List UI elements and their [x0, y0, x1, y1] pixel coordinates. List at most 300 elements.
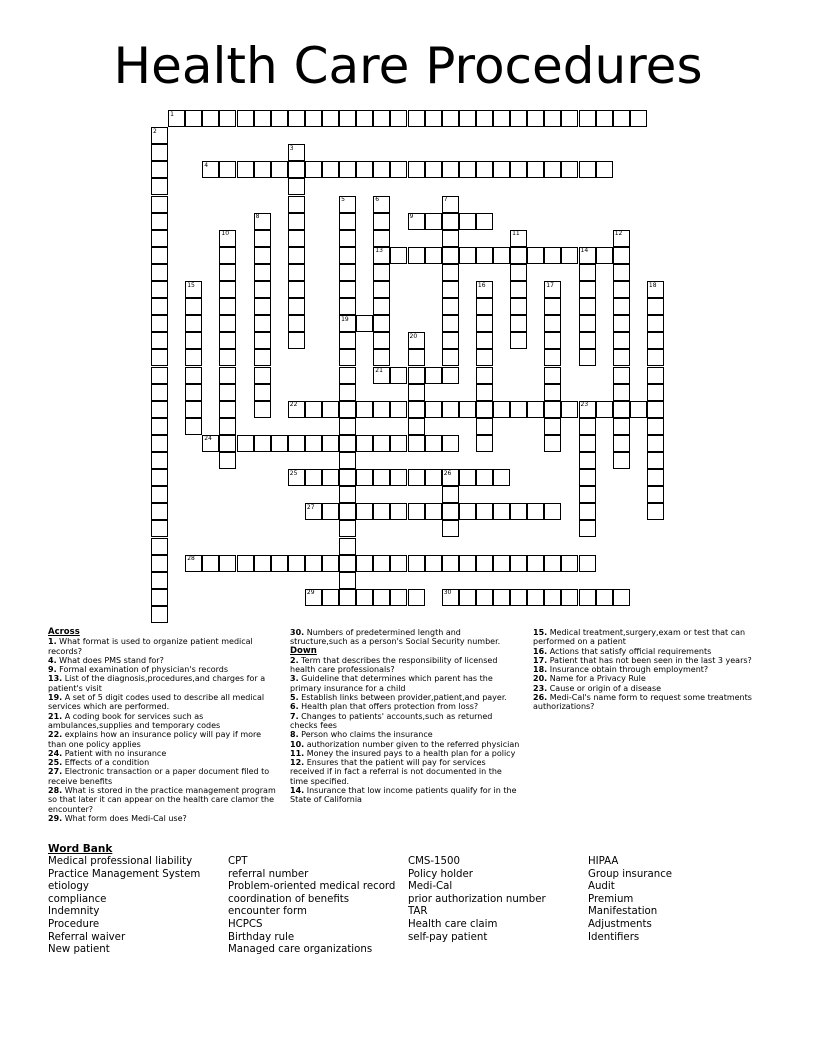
grid-cell[interactable] [373, 589, 390, 606]
grid-cell[interactable] [373, 315, 390, 332]
grid-cell[interactable] [527, 555, 544, 572]
grid-cell[interactable] [579, 332, 596, 349]
grid-cell[interactable] [151, 435, 168, 452]
grid-cell[interactable] [305, 435, 322, 452]
grid-cell[interactable] [408, 469, 425, 486]
grid-cell[interactable] [151, 247, 168, 264]
grid-cell[interactable] [647, 469, 664, 486]
grid-cell[interactable] [442, 555, 459, 572]
grid-cell[interactable] [544, 247, 561, 264]
grid-cell[interactable] [288, 161, 305, 178]
grid-cell[interactable] [613, 298, 630, 315]
grid-cell[interactable] [510, 264, 527, 281]
grid-cell[interactable] [356, 503, 373, 520]
grid-cell[interactable] [425, 213, 442, 230]
grid-cell[interactable] [544, 315, 561, 332]
grid-cell[interactable] [579, 281, 596, 298]
grid-cell[interactable] [647, 486, 664, 503]
grid-cell[interactable] [202, 110, 219, 127]
grid-cell[interactable] [510, 247, 527, 264]
grid-cell[interactable] [561, 555, 578, 572]
grid-cell[interactable] [544, 110, 561, 127]
grid-cell[interactable] [237, 161, 254, 178]
grid-cell[interactable] [408, 435, 425, 452]
grid-cell[interactable] [390, 161, 407, 178]
grid-cell[interactable] [579, 349, 596, 366]
grid-cell[interactable] [219, 247, 236, 264]
grid-cell[interactable] [425, 247, 442, 264]
grid-cell[interactable] [390, 589, 407, 606]
grid-cell[interactable] [339, 349, 356, 366]
grid-cell[interactable] [476, 555, 493, 572]
grid-cell[interactable] [305, 110, 322, 127]
grid-cell[interactable] [339, 247, 356, 264]
grid-cell[interactable] [579, 418, 596, 435]
grid-cell[interactable] [151, 332, 168, 349]
grid-cell[interactable] [339, 418, 356, 435]
grid-cell[interactable] [339, 230, 356, 247]
grid-cell[interactable] [151, 538, 168, 555]
grid-cell[interactable] [339, 264, 356, 281]
grid-cell[interactable] [613, 367, 630, 384]
grid-cell[interactable] [459, 247, 476, 264]
grid-cell[interactable] [596, 589, 613, 606]
grid-cell[interactable] [219, 349, 236, 366]
grid-cell[interactable] [219, 452, 236, 469]
grid-cell[interactable] [459, 555, 476, 572]
grid-cell[interactable] [339, 298, 356, 315]
grid-cell[interactable] [442, 486, 459, 503]
grid-cell[interactable] [527, 401, 544, 418]
grid-cell[interactable] [151, 298, 168, 315]
grid-cell[interactable] [151, 315, 168, 332]
grid-cell[interactable] [151, 418, 168, 435]
grid-cell[interactable] [151, 486, 168, 503]
grid-cell[interactable] [647, 298, 664, 315]
grid-cell[interactable] [237, 555, 254, 572]
grid-cell[interactable] [390, 469, 407, 486]
grid-cell[interactable] [613, 281, 630, 298]
grid-cell[interactable] [339, 538, 356, 555]
grid-cell[interactable] [185, 315, 202, 332]
grid-cell[interactable] [527, 503, 544, 520]
grid-cell[interactable] [476, 332, 493, 349]
grid-cell[interactable] [339, 589, 356, 606]
grid-cell[interactable] [493, 469, 510, 486]
grid-cell[interactable] [151, 281, 168, 298]
grid-cell[interactable] [442, 110, 459, 127]
grid-cell[interactable] [613, 418, 630, 435]
grid-cell[interactable] [425, 555, 442, 572]
grid-cell[interactable] [579, 469, 596, 486]
grid-cell[interactable] [151, 230, 168, 247]
grid-cell[interactable] [322, 469, 339, 486]
grid-cell[interactable] [476, 349, 493, 366]
grid-cell[interactable] [151, 401, 168, 418]
grid-cell[interactable] [647, 503, 664, 520]
grid-cell[interactable] [579, 555, 596, 572]
grid-cell[interactable] [373, 298, 390, 315]
grid-cell[interactable] [459, 161, 476, 178]
grid-cell[interactable] [271, 110, 288, 127]
grid-cell[interactable] [476, 247, 493, 264]
grid-cell[interactable] [561, 589, 578, 606]
grid-cell[interactable] [185, 367, 202, 384]
grid-cell[interactable] [579, 264, 596, 281]
grid-cell[interactable] [544, 384, 561, 401]
grid-cell[interactable] [613, 589, 630, 606]
grid-cell[interactable] [151, 452, 168, 469]
grid-cell[interactable] [151, 213, 168, 230]
grid-cell[interactable] [254, 384, 271, 401]
grid-cell[interactable] [459, 401, 476, 418]
grid-cell[interactable] [476, 469, 493, 486]
grid-cell[interactable] [613, 247, 630, 264]
grid-cell[interactable] [390, 503, 407, 520]
grid-cell[interactable] [579, 589, 596, 606]
grid-cell[interactable] [579, 298, 596, 315]
grid-cell[interactable] [373, 503, 390, 520]
grid-cell[interactable] [442, 281, 459, 298]
grid-cell[interactable] [613, 384, 630, 401]
grid-cell[interactable] [322, 589, 339, 606]
grid-cell[interactable] [288, 196, 305, 213]
grid-cell[interactable] [254, 367, 271, 384]
grid-cell[interactable] [356, 435, 373, 452]
grid-cell[interactable] [544, 401, 561, 418]
grid-cell[interactable] [527, 247, 544, 264]
grid-cell[interactable] [339, 332, 356, 349]
grid-cell[interactable] [305, 401, 322, 418]
grid-cell[interactable] [322, 435, 339, 452]
grid-cell[interactable] [442, 230, 459, 247]
grid-cell[interactable] [544, 349, 561, 366]
grid-cell[interactable] [630, 110, 647, 127]
grid-cell[interactable] [476, 161, 493, 178]
grid-cell[interactable] [151, 384, 168, 401]
grid-cell[interactable] [647, 435, 664, 452]
grid-cell[interactable] [408, 247, 425, 264]
grid-cell[interactable] [151, 349, 168, 366]
grid-cell[interactable] [493, 247, 510, 264]
grid-cell[interactable] [219, 384, 236, 401]
grid-cell[interactable] [322, 503, 339, 520]
grid-cell[interactable] [390, 401, 407, 418]
grid-cell[interactable] [390, 110, 407, 127]
grid-cell[interactable] [408, 367, 425, 384]
grid-cell[interactable] [408, 110, 425, 127]
grid-cell[interactable] [442, 401, 459, 418]
grid-cell[interactable] [459, 110, 476, 127]
grid-cell[interactable] [442, 298, 459, 315]
grid-cell[interactable] [202, 555, 219, 572]
grid-cell[interactable] [305, 555, 322, 572]
grid-cell[interactable] [442, 367, 459, 384]
grid-cell[interactable] [647, 367, 664, 384]
grid-cell[interactable] [476, 401, 493, 418]
grid-cell[interactable] [476, 110, 493, 127]
grid-cell[interactable] [442, 264, 459, 281]
grid-cell[interactable] [442, 247, 459, 264]
grid-cell[interactable] [373, 230, 390, 247]
grid-cell[interactable] [647, 401, 664, 418]
grid-cell[interactable] [305, 161, 322, 178]
grid-cell[interactable] [254, 401, 271, 418]
grid-cell[interactable] [408, 589, 425, 606]
grid-cell[interactable] [151, 555, 168, 572]
grid-cell[interactable] [613, 435, 630, 452]
grid-cell[interactable] [579, 161, 596, 178]
grid-cell[interactable] [459, 213, 476, 230]
grid-cell[interactable] [339, 452, 356, 469]
grid-cell[interactable] [254, 555, 271, 572]
grid-cell[interactable] [237, 110, 254, 127]
grid-cell[interactable] [510, 589, 527, 606]
grid-cell[interactable] [613, 401, 630, 418]
grid-cell[interactable] [390, 247, 407, 264]
grid-cell[interactable] [288, 298, 305, 315]
grid-cell[interactable] [254, 315, 271, 332]
grid-cell[interactable] [442, 161, 459, 178]
grid-cell[interactable] [254, 332, 271, 349]
grid-cell[interactable] [476, 367, 493, 384]
grid-cell[interactable] [288, 178, 305, 195]
grid-cell[interactable] [254, 110, 271, 127]
grid-cell[interactable] [151, 161, 168, 178]
grid-cell[interactable] [219, 298, 236, 315]
grid-cell[interactable] [579, 110, 596, 127]
grid-cell[interactable] [596, 401, 613, 418]
grid-cell[interactable] [356, 469, 373, 486]
grid-cell[interactable] [339, 555, 356, 572]
grid-cell[interactable] [373, 213, 390, 230]
grid-cell[interactable] [459, 469, 476, 486]
grid-cell[interactable] [493, 503, 510, 520]
grid-cell[interactable] [613, 110, 630, 127]
grid-cell[interactable] [322, 555, 339, 572]
grid-cell[interactable] [185, 384, 202, 401]
grid-cell[interactable] [647, 384, 664, 401]
grid-cell[interactable] [442, 315, 459, 332]
grid-cell[interactable] [151, 589, 168, 606]
grid-cell[interactable] [408, 161, 425, 178]
grid-cell[interactable] [219, 418, 236, 435]
grid-cell[interactable] [476, 298, 493, 315]
grid-cell[interactable] [596, 247, 613, 264]
grid-cell[interactable] [390, 555, 407, 572]
grid-cell[interactable] [356, 315, 373, 332]
grid-cell[interactable] [219, 161, 236, 178]
grid-cell[interactable] [356, 555, 373, 572]
grid-cell[interactable] [339, 469, 356, 486]
grid-cell[interactable] [425, 161, 442, 178]
grid-cell[interactable] [408, 418, 425, 435]
grid-cell[interactable] [527, 161, 544, 178]
grid-cell[interactable] [339, 401, 356, 418]
grid-cell[interactable] [339, 213, 356, 230]
grid-cell[interactable] [254, 435, 271, 452]
grid-cell[interactable] [544, 503, 561, 520]
grid-cell[interactable] [288, 315, 305, 332]
grid-cell[interactable] [185, 298, 202, 315]
grid-cell[interactable] [476, 315, 493, 332]
grid-cell[interactable] [339, 384, 356, 401]
grid-cell[interactable] [151, 144, 168, 161]
grid-cell[interactable] [219, 435, 236, 452]
grid-cell[interactable] [373, 435, 390, 452]
grid-cell[interactable] [476, 384, 493, 401]
grid-cell[interactable] [185, 332, 202, 349]
grid-cell[interactable] [373, 332, 390, 349]
grid-cell[interactable] [339, 520, 356, 537]
grid-cell[interactable] [544, 367, 561, 384]
grid-cell[interactable] [356, 401, 373, 418]
grid-cell[interactable] [322, 110, 339, 127]
grid-cell[interactable] [442, 332, 459, 349]
grid-cell[interactable] [510, 332, 527, 349]
grid-cell[interactable] [579, 520, 596, 537]
grid-cell[interactable] [510, 281, 527, 298]
grid-cell[interactable] [373, 281, 390, 298]
grid-cell[interactable] [596, 110, 613, 127]
grid-cell[interactable] [373, 401, 390, 418]
grid-cell[interactable] [288, 230, 305, 247]
grid-cell[interactable] [579, 486, 596, 503]
grid-cell[interactable] [151, 196, 168, 213]
grid-cell[interactable] [579, 315, 596, 332]
grid-cell[interactable] [442, 503, 459, 520]
grid-cell[interactable] [305, 469, 322, 486]
grid-cell[interactable] [459, 503, 476, 520]
grid-cell[interactable] [288, 332, 305, 349]
grid-cell[interactable] [219, 401, 236, 418]
grid-cell[interactable] [425, 435, 442, 452]
grid-cell[interactable] [373, 264, 390, 281]
grid-cell[interactable] [425, 469, 442, 486]
grid-cell[interactable] [561, 401, 578, 418]
grid-cell[interactable] [288, 110, 305, 127]
grid-cell[interactable] [613, 264, 630, 281]
grid-cell[interactable] [288, 555, 305, 572]
grid-cell[interactable] [647, 452, 664, 469]
grid-cell[interactable] [373, 161, 390, 178]
grid-cell[interactable] [339, 110, 356, 127]
grid-cell[interactable] [544, 332, 561, 349]
grid-cell[interactable] [356, 161, 373, 178]
grid-cell[interactable] [219, 264, 236, 281]
grid-cell[interactable] [185, 110, 202, 127]
grid-cell[interactable] [425, 401, 442, 418]
grid-cell[interactable] [579, 452, 596, 469]
grid-cell[interactable] [390, 435, 407, 452]
grid-cell[interactable] [527, 589, 544, 606]
grid-cell[interactable] [390, 367, 407, 384]
grid-cell[interactable] [373, 349, 390, 366]
grid-cell[interactable] [476, 213, 493, 230]
grid-cell[interactable] [510, 555, 527, 572]
grid-cell[interactable] [271, 555, 288, 572]
grid-cell[interactable] [237, 435, 254, 452]
grid-cell[interactable] [339, 281, 356, 298]
grid-cell[interactable] [544, 589, 561, 606]
grid-cell[interactable] [647, 418, 664, 435]
grid-cell[interactable] [288, 247, 305, 264]
grid-cell[interactable] [151, 264, 168, 281]
grid-cell[interactable] [185, 418, 202, 435]
grid-cell[interactable] [442, 520, 459, 537]
grid-cell[interactable] [151, 606, 168, 623]
grid-cell[interactable] [579, 503, 596, 520]
grid-cell[interactable] [288, 264, 305, 281]
grid-cell[interactable] [356, 589, 373, 606]
grid-cell[interactable] [151, 572, 168, 589]
grid-cell[interactable] [442, 349, 459, 366]
grid-cell[interactable] [544, 435, 561, 452]
grid-cell[interactable] [339, 503, 356, 520]
grid-cell[interactable] [425, 367, 442, 384]
grid-cell[interactable] [151, 367, 168, 384]
grid-cell[interactable] [493, 110, 510, 127]
grid-cell[interactable] [596, 161, 613, 178]
grid-cell[interactable] [339, 486, 356, 503]
grid-cell[interactable] [493, 589, 510, 606]
grid-cell[interactable] [561, 247, 578, 264]
grid-cell[interactable] [254, 247, 271, 264]
grid-cell[interactable] [493, 401, 510, 418]
grid-cell[interactable] [339, 572, 356, 589]
grid-cell[interactable] [254, 349, 271, 366]
grid-cell[interactable] [373, 110, 390, 127]
grid-cell[interactable] [613, 349, 630, 366]
grid-cell[interactable] [510, 315, 527, 332]
grid-cell[interactable] [442, 213, 459, 230]
grid-cell[interactable] [254, 161, 271, 178]
grid-cell[interactable] [544, 298, 561, 315]
grid-cell[interactable] [510, 110, 527, 127]
grid-cell[interactable] [613, 332, 630, 349]
grid-cell[interactable] [271, 435, 288, 452]
grid-cell[interactable] [219, 281, 236, 298]
grid-cell[interactable] [476, 435, 493, 452]
grid-cell[interactable] [510, 503, 527, 520]
grid-cell[interactable] [151, 520, 168, 537]
grid-cell[interactable] [459, 589, 476, 606]
grid-cell[interactable] [219, 332, 236, 349]
grid-cell[interactable] [476, 589, 493, 606]
grid-cell[interactable] [408, 401, 425, 418]
grid-cell[interactable] [579, 435, 596, 452]
grid-cell[interactable] [219, 555, 236, 572]
grid-cell[interactable] [373, 469, 390, 486]
grid-cell[interactable] [442, 435, 459, 452]
grid-cell[interactable] [151, 178, 168, 195]
grid-cell[interactable] [254, 298, 271, 315]
grid-cell[interactable] [647, 349, 664, 366]
grid-cell[interactable] [493, 555, 510, 572]
grid-cell[interactable] [151, 469, 168, 486]
grid-cell[interactable] [544, 161, 561, 178]
grid-cell[interactable] [493, 161, 510, 178]
grid-cell[interactable] [561, 161, 578, 178]
grid-cell[interactable] [510, 161, 527, 178]
grid-cell[interactable] [356, 110, 373, 127]
grid-cell[interactable] [408, 349, 425, 366]
grid-cell[interactable] [339, 161, 356, 178]
grid-cell[interactable] [544, 555, 561, 572]
grid-cell[interactable] [322, 161, 339, 178]
grid-cell[interactable] [339, 367, 356, 384]
grid-cell[interactable] [510, 298, 527, 315]
